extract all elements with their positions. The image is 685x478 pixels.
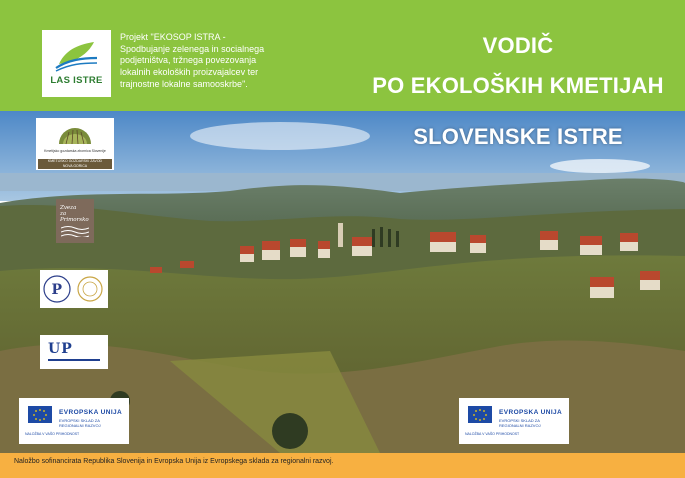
kgz-hill-icon [57,122,93,146]
eu-sub-line: REGIONALNI RAZVOJ [59,423,101,428]
kgz-line-2: KMETIJSKO GOZDARSKI ZAVOD [47,159,103,163]
partner-logos-p-t [40,270,108,308]
project-line: lokalnih ekoloških proizvajalcev ter [120,67,259,78]
p-letter: P [51,282,63,298]
project-description [120,32,290,91]
eu-stars-icon [464,402,496,424]
eu-title: EVROPSKA UNIJA [499,409,563,416]
project-line: Spodbujanje zelenega in socialnega [120,43,265,54]
eu-logo-right [459,398,569,444]
up-underline [48,359,100,361]
eu-slogan: NALOŽBA V VAŠO PRIHODNOST [465,432,520,436]
kgz-band [38,159,112,169]
zveza-logo [56,199,94,243]
project-line: Projekt "EKOSOP ISTRA - [120,32,226,42]
las-istre-text: LAS ISTRE [50,75,103,86]
zveza-text [60,205,89,223]
t-logo-icon [78,277,102,301]
title-line-2: PO EKOLOŠKIH KMETIJAH [372,73,664,98]
zveza-line: Primorsko [60,217,89,223]
project-line: trajnostne lokalne samooskrbe". [120,78,248,89]
kgz-line-3: NOVA GORICA [62,163,88,168]
wave-icon [61,225,89,237]
eu-sub-line: EVROPSKI SKLAD ZA [499,418,540,423]
up-text: UP [48,341,73,357]
project-line: podjetništva, tržnega povezovanja [120,55,257,66]
funding-note: Naložbo sofinancirata Republika Slovenija in Evropska Unija iz Evropskega sklada za regionalni razvoj. [14,458,334,465]
title-line-1: VODIČ [482,33,554,58]
eu-sub-line: REGIONALNI RAZVOJ [499,423,541,428]
eu-subtitle [59,418,127,428]
kgz-line-1: Kmetijsko gozdarska zbornica Slovenije [44,149,106,153]
title-line-3: SLOVENSKE ISTRE [413,124,623,149]
kgz-nova-gorica-logo [36,118,114,170]
footer-band [0,453,685,478]
zveza-line: za [60,211,67,217]
up-university-logo [40,335,108,369]
eu-title: EVROPSKA UNIJA [59,409,123,416]
eu-subtitle [499,418,567,428]
las-leaf-icon [54,38,99,72]
zveza-line: Zveza [60,205,77,211]
partner-emblems [40,270,108,308]
eu-stars-icon [24,402,56,424]
las-istre-logo [42,30,111,97]
eu-logo-left [19,398,129,444]
eu-sub-line: EVROPSKI SKLAD ZA [59,418,100,423]
eu-slogan: NALOŽBA V VAŠO PRIHODNOST [25,432,80,436]
